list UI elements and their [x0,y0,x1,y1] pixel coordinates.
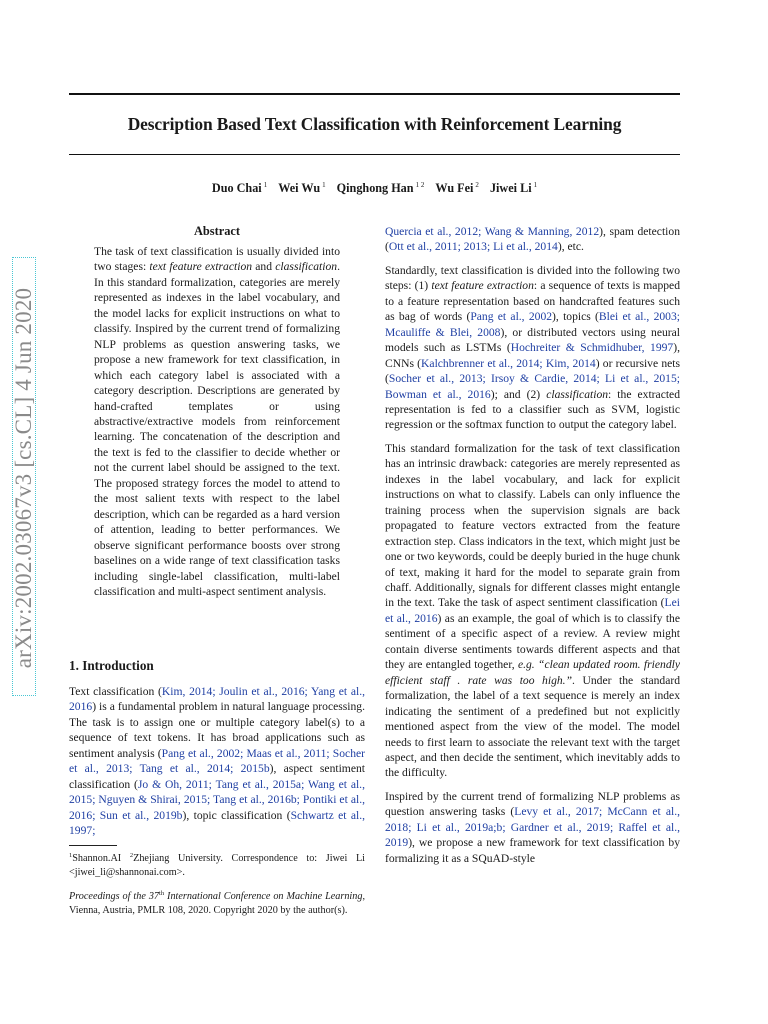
section-heading-introduction: 1. Introduction [69,658,154,673]
title-rule-bottom [69,154,680,155]
author: Duo Chai $^1$ [211,181,268,195]
abstract-heading: Abstract [193,224,241,238]
footnote-rule [69,845,117,846]
citation-link[interactable]: Kim, 2014; Joulin et al., 2016; Yang et al., 2016 [69,685,365,714]
paper-title: Description Based Text Classification with Reinforcement Learning [127,114,622,134]
abstract-body: The task of text classification is usually divided into two stages: text feature extraction and classification. In this standard formalization, categories are merely represented as indexes in the label vocabulary, and the model lacks for explicit instructions on what to classify. Inspired by the current trend of formalizing NLP problems as question answering tasks, we propose a new framework for text classification, in which each category label is associated with a category description. Descriptions are generated by hand-crafted templates or using abstractive/extractive models from reinforcement learning. The concatenation of the description and the text is fed to the classifier to decide whether or not the current label should be assigned to the text. The proposed strategy forces the model to attend to the most salient texts with respect to the label description, which can be regarded as a hard version of attention, leading to better performances. We observe significant performance boosts over strong baselines on a wide range of text classification tasks including single-label classification, multi-label classification and multi-aspect sentiment analysis. [94,245,341,598]
citation-link[interactable]: Blei et al., 2003; Mcauliffe & Blei, 2008 [385,310,680,339]
citation-link[interactable]: Pang et al., 2002; Maas et al., 2011; Socher et al., 2013; Tang et al., 2014; 2015b [69,746,365,776]
introduction-paragraph: Text classification (Kim, 2014; Joulin et al., 2016; Yang et al., 2016) is a fundamental problem in natural language processing. The task is to assign one or multiple category label(s) to a sequence of text tokens. It has broad applications such as sentiment analysis (Pang et al., 2002; Maas et al., 2011; Socher et al., 2013; Tang et al., 2014; 2015b), aspect sentiment classification (Jo & Oh, 2011; Tang et al., 2015a; Wang et al., 2015; Nguyen & Shirai, 2015; Tang et al., 2016b; Pontiki et al., 2016; Sun et al., 2019b), topic classification (Schwartz et al., 1997; [69,685,366,838]
proceedings-note: Proceedings of the 37th International Conference on Machine Learning, Vienna, Austria, PMLR 108, 2020. Copyright 2020 by the author(s). [69,890,365,916]
right-column [385,224,680,874]
author: Qinghong Han $^{1 2}$ [336,181,425,195]
citation-link[interactable]: Kalchbrenner et al., 2014; Kim, 2014 [421,356,596,370]
author: Wei Wu $^1$ [278,181,326,195]
citation-link[interactable]: Jo & Oh, 2011; Tang et al., 2015a; Wang et al., 2015; Nguyen & Shirai, 2015; Tang et al., 2016b; Pontiki et al., 2016; Sun et al., 2019b [69,777,365,822]
paragraph: Quercia et al., 2012; Wang & Manning, 2012), spam detection (Ott et al., 2011; 2013; Li et al., 2014), etc. [385,225,680,254]
citation-link[interactable]: Hochreiter & Schmidhuber, 1997 [510,341,674,355]
citation-link[interactable]: Socher et al., 2013; Irsoy & Cardie, 2014; Li et al., 2015; Bowman et al., 2016 [385,372,680,401]
arxiv-stamp-text[interactable]: arXiv:2002.03067v3 [cs.CL] 4 Jun 2020 [11,287,36,669]
citation-link[interactable]: Lei et al., 2016 [385,596,680,625]
affiliation-footnote: $^1$Shannon.AI $^2$Zhejiang University. Correspondence to: Jiwei Li <jiwei_li@shannonai.com>. [69,852,365,878]
citation-link[interactable]: Quercia et al., 2012; Wang & Manning, 2012 [385,225,600,238]
paragraph: This standard formalization for the task of text classification has an intrinsic drawback: categories are merely represented as indexes in the label vocabulary, and lack for explicit instructions on what to classify. Labels can only influence the training process when the supervision signals are back propagated to feature vectors extracted from the feature extraction step. Class indicators in the text, which might just be one or two keywords, could be deeply buried in the huge chunk of text, making it hard for the model to separate grain from chaff. Additionally, signals for different classes might entangle in the text. Take the task of aspect sentiment classification (Lei et al., 2016) as an example, the goal of which is to classify the sentiment of a specific aspect of a review. A review might contain diverse sentiments towards different aspects and that they are entangled together, e.g. “clean updated room. friendly efficient staff . rate was too high.”. Under the standard formalization, the label of a text sequence is merely an index indicating the sentiment of a predefined but not explicitly mentioned aspect from the view of the model. The model needs to first learn to associate the relevant text with the target aspect, and then decide the sentiment, which inevitably adds to the difficulty. [385,441,681,780]
author-list [69,181,680,196]
citation-link[interactable]: Ott et al., 2011; 2013; Li et al., 2014 [388,240,558,254]
citation-link[interactable]: Levy et al., 2017; McCann et al., 2018; Li et al., 2019a;b; Gardner et al., 2019; Raffel et al., 2019 [385,805,680,850]
author: Jiwei Li $^1$ [489,181,538,195]
title-rule-top [69,93,680,95]
paragraph: Standardly, text classification is divided into the following two steps: (1) text feature extraction: a sequence of texts is mapped to a feature representation based on handcrafted features such as bag of words (Pang et al., 2002), topics (Blei et al., 2003; Mcauliffe & Blei, 2008), or distributed vectors using neural models such as LSTMs (Hochreiter & Schmidhuber, 1997), CNNs (Kalchbrenner et al., 2014; Kim, 2014) or recursive nets (Socher et al., 2013; Irsoy & Cardie, 2014; Li et al., 2015; Bowman et al., 2016); and (2) classification: the extracted representation is fed to a classifier such as SVM, logistic regression or the softmax function to output the category label. [385,263,680,432]
citation-link[interactable]: Schwartz et al., 1997; [69,808,366,838]
author: Wu Fei $^2$ [435,181,479,195]
citation-link[interactable]: Pang et al., 2002 [470,310,553,324]
paragraph: Inspired by the current trend of formalizing NLP problems as question answering tasks (Levy et al., 2017; McCann et al., 2018; Li et al., 2019a;b; Gardner et al., 2019; Raffel et al., 2019), we propose a new framework for text classification by formalizing it as a SQuAD-style [385,789,680,865]
